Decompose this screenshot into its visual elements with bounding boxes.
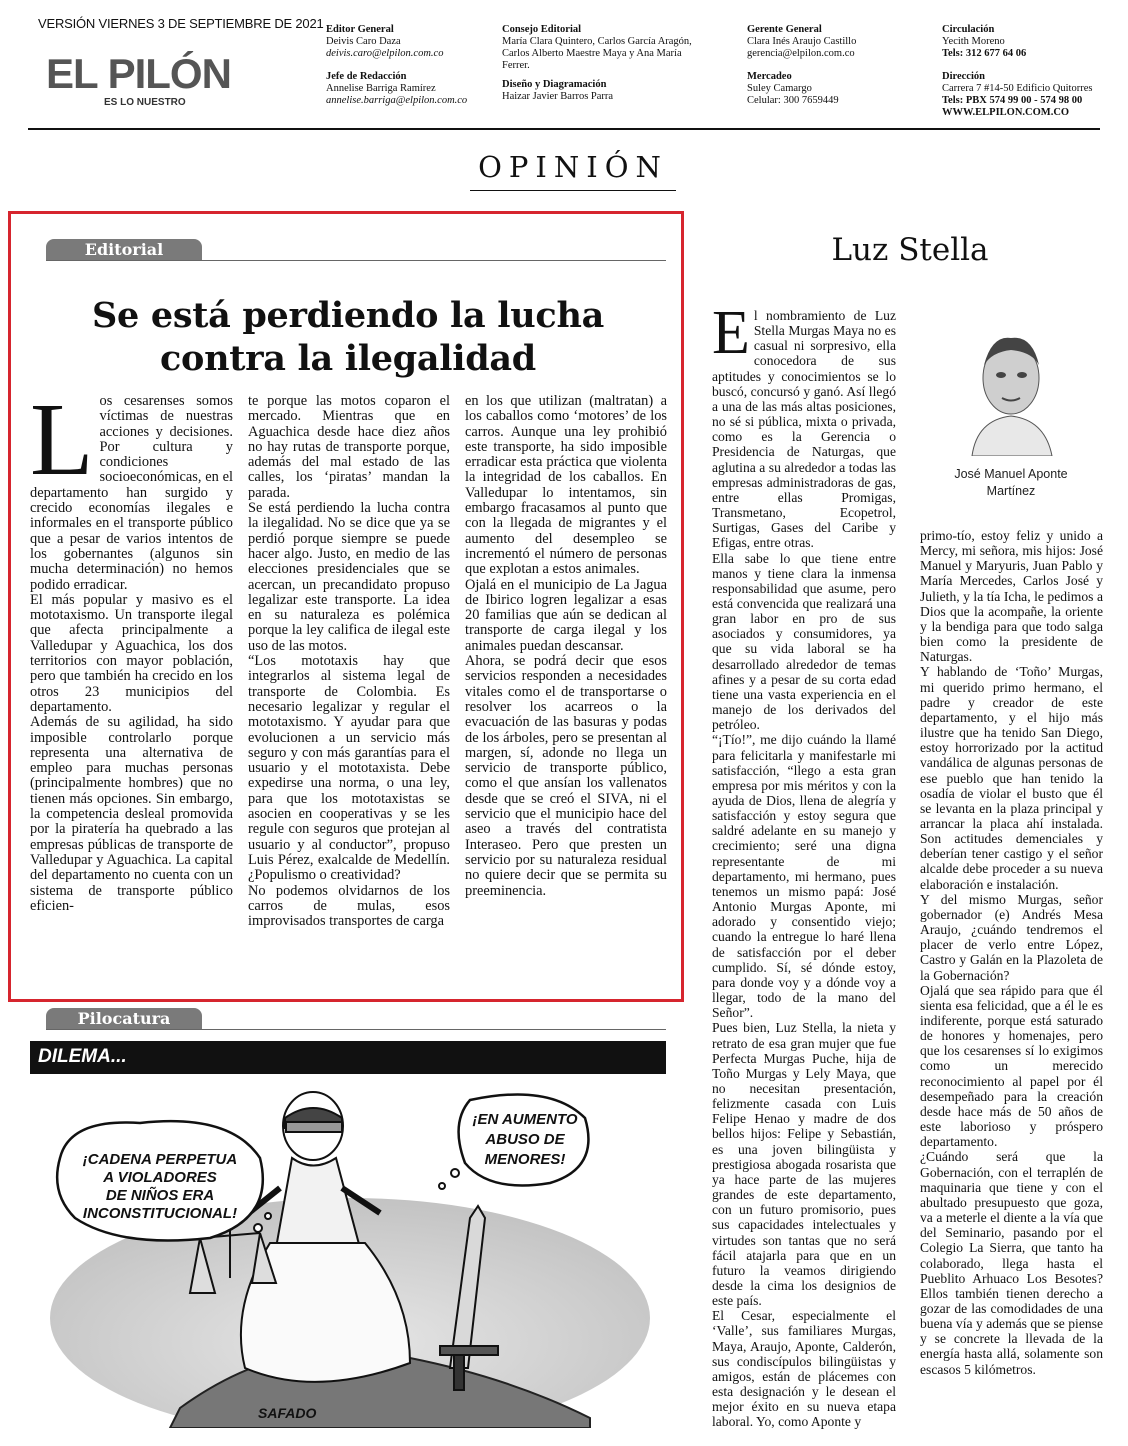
paragraph: “¡Tío!”, me dijo cuándo la llamé para felicitarla y manifestarle mi satisfacción, “llego a esta gran empresa por mis méritos y con la ayuda de Dios, llena de alegría y satisfacción y estoy segura que saldré adelante en su manejo y crecimiento; seré una digna representante de mi departamento, mi hermano, pues tenemos un mismo papá: José Antonio Murgas Aponte, mi adorado y consentido viejo; cuando la entregue lo haré llena de satisfacción por el deber cumplido. Sí, sé dónde estoy, para donde voy y a dónde voy a llegar, todo de la mano del Señor”. [712,732,896,1021]
cartoonist-signature: SAFADO [258,1405,317,1421]
editorial-cartoon [30,1078,666,1428]
paragraph: El Cesar, especialmente el ‘Valle’, sus familiares Murgas, Maya, Araujo, Aponte, Calderón, sus condiscípulos bilingüistas y amigos, están de plácemes con esta designación y le desean el mejor éxito en su nueva etapa laboral. Yo, como Aponte y [712,1308,896,1430]
column-title: Luz Stella [831,232,989,268]
newspaper-slogan: ES LO NUESTRO [104,97,186,108]
staff-line: gerencia@elpilon.com.co [747,48,855,59]
newspaper-logo: EL PILÓN [46,50,231,97]
staff-line: Ferrer. [502,60,530,71]
paragraph: Ojalá que sea rápido para que él sienta esa felicidad, que a él le es indiferente, porque está saturado de honores y homenajes, pero que los cesarenses sí lo exigimos como un merecido reconocimiento al papel por él desempeñado para la creación desde hace más de 50 años de este laborioso y próspero departamento. [920,982,1103,1150]
staff-line: Tels: PBX 574 99 00 - 574 98 00 [942,95,1083,106]
staff-line: María Clara Quintero, Carlos García Aragón, [502,36,692,47]
staff-line: Deivis Caro Daza [326,36,401,47]
paragraph: Además de su agilidad, ha sido imposible controlarlo porque representa una alternativa de empleo para muchas personas (principalmente hombres) que no tienen más opciones. Sin embargo, la competencia desleal promovida por la piratería ha quebrado a las empresas públicas de transporte de Valledupar y Aguachica. La capital del departamento no cuenta con un sistema de transporte público eficien- [30,714,233,914]
staff-column [747,24,856,107]
editorial-column-3 [465,394,667,899]
staff-line: Carrera 7 #14-50 Edificio Quitorres [942,83,1093,94]
bubble-right-line: MENORES! [484,1151,566,1168]
staff-role: Jefe de Redacción [326,71,407,82]
pilocatura-tab: Pilocatura [46,1008,202,1030]
paragraph: l nombramiento de Luz Stella Murgas Maya no es casual ni sorpresivo, ella conocedora de sus aptitudes y conocimientos se lo buscó, concursó y ganó. Así llegó a una de las más altas posiciones, no sé si pública, mixta o privada, como es la Gerencia o Presidencia de Naturgas, que aglutina a su alrededor a todas las empresas administradoras de gas, entre ellas Promigas, Transmetano, Ecopetrol, Surtigas, Gases del Caribe y Efigas, entre otras. [712,308,896,551]
cartoon-title: DILEMA... [38,1046,127,1067]
paragraph: Pues bien, Luz Stella, la nieta y retrato de esa gran mujer que fue Perfecta Murgas Puche, hija de Toño Murgas y Lely Maya, que no necesitan presentación, felizmente casada con Luis Felipe Henao y madre de dos bellos hijos: Felipe y Sebastián, es una joven bilingüista y prestigiosa abogada rosarista que ya hace parte de las mujeres grandes de este departamento, con un futuro promisorio, pues sus capacidades intelectuales y virtudes son tantas que no será fácil atajarla para que en un futuro la veamos dirigiendo desde la cima los designios de este país. [712,1020,896,1309]
bubble-left-line: A VIOLADORES [103,1169,217,1186]
paragraph: No podemos olvidarnos de los carros de mulas, esos improvisados transportes de carga [248,882,450,930]
author-name [936,466,1086,500]
bubble-right-line: ¡EN AUMENTO [472,1111,578,1128]
paragraph: “Los mototaxis hay que integrarlos al sistema legal de transporte de Colombia. Es necesario legalizar y regular el mototaxismo. Y ayudar para que evolucionen a un servicio más seguro y con más garantías para el usuario y el mototaxista. Debe expedirse una norma, o una ley, para que los mototaxistas se asocien en cooperativas y se les regule con seguros que protejan al usuario y al conductor”, propuso Luis Pérez, exalcalde de Medellín. ¿Populismo o creatividad? [248,653,450,884]
staff-line: Suley Camargo [747,83,812,94]
author-name-line: Martínez [986,484,1036,498]
staff-column [502,24,692,103]
staff-line: Celular: 300 7659449 [747,95,839,106]
bubble-left-line: DE NIÑOS ERA [105,1187,215,1204]
editorial-column-1 [30,382,233,914]
dropcap: E [712,299,750,367]
staff-role: Editor General [326,24,394,35]
staff-role: Gerente General [747,24,822,35]
editorial-headline: Se está perdiendo la lucha contra la ilegalidad [92,295,604,379]
staff-column [326,24,467,107]
staff-column [942,24,1092,119]
divider [46,1029,666,1030]
website-link[interactable]: WWW.ELPILON.COM.CO [942,107,1070,118]
staff-line: Tels: 312 677 64 06 [942,48,1027,59]
author-photo [962,320,1060,456]
author-name-line: José Manuel Aponte [954,467,1068,481]
staff-role: Mercadeo [747,71,792,82]
staff-line: Annelise Barriga Ramírez [326,83,436,94]
paragraph: primo-tío, estoy feliz y unido a Mercy, mi señora, mis hijos: José Manuel y Maryuris, Juan Pablo y María Mercedes, Carlos José y Julieth, y la tía Icha, le pedimos a Dios que la acompañe, la oriente y la bendiga para que todo salga bien como la presidente de Naturgas. [920,528,1103,665]
staff-role: Circulación [942,24,995,35]
paragraph: Se está perdiendo la lucha contra la ilegalidad. No se dice que ya se perdió porque siempre se puede hacer algo. Justo, en medio de las elecciones presidenciales que se acercan, un precandidato propuso legalizar este transporte. La idea en su naturaleza es polémica porque la ley califica de ilegal este uso de las motos. [248,500,450,654]
paragraph: Ahora, se podrá decir que esos servicios responden a necesidades vitales como el de transportarse o resolver los acarreos o la evacuación de las basuras y podas de los árboles, pero se presentan al margen, sí, adonde no llega un servicio de transporte público, como el que ansían los vallenatos desde que se creó el SIVA, ni el servicio que el municipio hace del aseo a través del contratista Interaseo. Pero que presten un servicio por su naturaleza residual no quiere decir que se permita su preeminencia. [465,653,667,899]
paragraph: Ojalá en el municipio de La Jagua de Ibirico logren legalizar a esas 20 familias que aún se dedican al transporte de carga ilegal y los animales puedan descansar. [465,576,667,654]
paragraph: El más popular y masivo es el mototaxismo. Un transporte ilegal que afecta principalmente a Valledupar y Aguachica, los dos territorios con mayor población, pero que también ha crecido en los otros 23 municipios del departamento. [30,591,233,715]
paragraph: ¿Cuándo será que la Gobernación, con el terraplén de maquinaria que tiene y con el abultado presupuesto que goza, va a meterle el diente a la vía que del Seminario, pasando por el Colegio La Sierra, que tanto ha colaborado, llega hasta el Pueblito Arhuaco Los Besotes? Ellos también tienen derecho a gozar de las comodidades de una buena vía y además que se piense y se concrete la llevada de la energía hasta allá, solamente son escasos 5 kilómetros. [920,1149,1103,1377]
staff-email: deivis.caro@elpilon.com.co [326,48,444,59]
bubble-left-line: ¡CADENA PERPETUA [82,1151,238,1168]
editorial-tab: Editorial [46,239,202,261]
bubble-right-line: ABUSO DE [485,1131,565,1148]
staff-line: Clara Inés Araujo Castillo [747,36,857,47]
staff-line: Carlos Alberto Maestre Maya y Ana María [502,48,682,59]
staff-line: Yecith Moreno [942,36,1005,47]
paragraph: te porque las motos coparon el mercado. Mientras que en Aguachica desde hace diez años no hay rutas de transporte porque, además del mal estado de las calles, los ‘piratas’ mandan la parada. [248,393,450,501]
bubble-left-line: INCONSTITUCIONAL! [82,1205,238,1222]
column-body-1 [712,299,896,1430]
staff-role: Dirección [942,71,985,82]
staff-line: Haizar Javier Barros Parra [502,91,614,102]
column-body-2 [920,528,1103,1377]
paragraph: Y del mismo Murgas, señor gobernador (e) Andrés Mesa Araujo, ¿cuándo tendremos el placer de verlo entre López, Castro y Galán en la Plazoleta de la Gobernación? [920,891,1103,983]
staff-role: Consejo Editorial [502,24,582,35]
speech-bubble-left [57,1121,271,1240]
paragraph: Y hablando de ‘Toño’ Murgas, mi querido primo hermano, el padre y creador de este departamento, y el hijo más ilustre que ha tenido San Diego, estoy horrorizado por la actitud vandálica de algunas personas de ese pueblo que han tenido la osadía de violar el busto que él se levanta en la plaza principal y arrancar la placa ahí instalada. Son actitudes demenciales y deberían tener castigo y el señor alcalde debe proceder a su nueva elaboración e instalación. [920,664,1103,892]
paragraph: en los que utilizan (maltratan) a los caballos como ‘motores’ de los carros. Aunque una ley prohibió este transporte, ha sido imposible erradicar esta práctica que violenta la integridad de los caballos. En Valledupar lo intentamos, sin embargo fracasamos al punto que con la llegada de migrantes y el aumento del desempleo se incrementó el número de personas que explotan a estos animales. [465,393,667,578]
section-title: OPINIÓN [470,150,676,191]
editorial-column-2 [248,394,450,929]
staff-role: Diseño y Diagramación [502,79,607,90]
cartoon-title-bar [30,1041,666,1074]
paragraph: os cesarenses somos víctimas de nuestras acciones y decisiones. Por cultura y condiciones socioeconómicas, en el departamento han surgido y crecido economías ilegales e informales en el transporte público que a pesar de varios intentos de los gobernantes (algunos sin mucha determinación) no hemos podido erradicar. [30,393,233,593]
dropcap: L [30,382,94,497]
paragraph: Ella sabe lo que tiene entre manos y tiene clara la inmensa responsabilidad que asume, pero está convencida que realizará una gran labor en pro de sus asociados y consumidores, ya que su vida laboral se ha desarrollado alrededor de temas afines y a pesar de su corta edad tiene una vasta experiencia en el manejo de los derivados del petróleo. [712,550,896,733]
edition-date: VERSIÓN VIERNES 3 DE SEPTIEMBRE DE 2021 [38,16,324,31]
staff-email: annelise.barriga@elpilon.com.co [326,95,468,106]
masthead-divider [28,128,1100,130]
divider [46,260,666,261]
